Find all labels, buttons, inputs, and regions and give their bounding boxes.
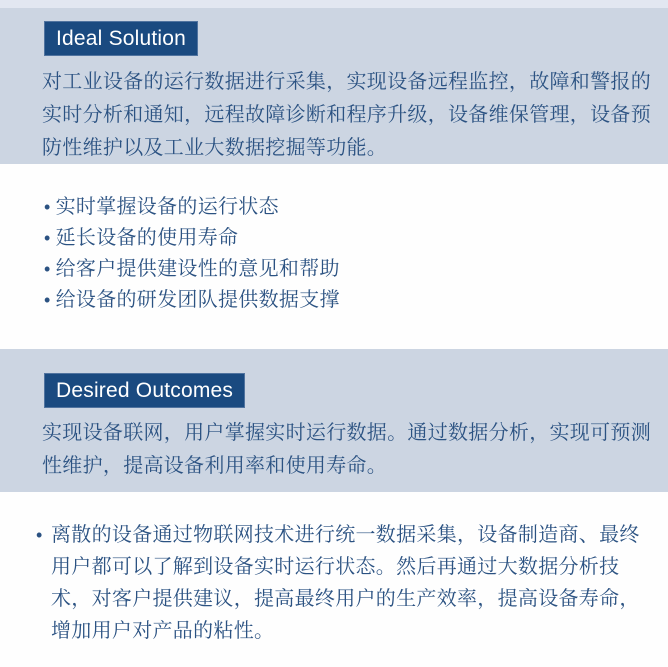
bullet-dot: • [44,259,51,279]
bullet-item [44,192,652,223]
bullet-item [44,254,652,285]
bullet-text: 实时掌握设备的运行状态 [55,196,279,218]
bullet-dot: • [44,290,51,310]
desired-outcomes-badge [44,373,245,408]
ideal-solution-badge-label: Ideal Solution [56,27,187,50]
section-desired-outcomes [0,349,668,492]
bullet-item [44,285,652,316]
top-strip [0,0,668,8]
bullet-text: 给客户提供建设性的意见和帮助 [55,258,340,280]
bullet-dot: • [44,197,51,217]
desired-outcomes-paragraph: 实现设备联网，用户掌握实时运行数据。通过数据分析，实现可预测性维护，提高设备利用率和使用寿命。 [42,422,651,477]
section-desired-outcomes-bullets [0,492,668,667]
bullet-text: 给设备的研发团队提供数据支撑 [55,289,340,311]
bullet-dot: • [36,525,43,545]
section-ideal-solution-bullets [0,164,668,349]
section-ideal-solution [0,8,668,164]
bullet-item [44,223,652,254]
desired-outcomes-badge-label: Desired Outcomes [56,379,234,402]
ideal-solution-badge [44,21,198,56]
bullet-item [37,519,647,647]
bullet-text: 延长设备的使用寿命 [55,227,239,249]
ideal-solution-paragraph: 对工业设备的运行数据进行采集，实现设备远程监控，故障和警报的实时分析和通知，远程故障诊断和程序升级，设备维保管理，设备预防性维护以及工业大数据挖掘等功能。 [42,71,651,159]
bullet-text: 离散的设备通过物联网技术进行统一数据采集，设备制造商、最终用户都可以了解到设备实时运行状态。然后再通过大数据分析技术，对客户提供建议，提高最终用户的生产效率，提高设备寿命，增加用户对产品的粘性。 [51,524,640,642]
bullet-dot: • [44,228,51,248]
ideal-solution-bullet-list [44,192,652,316]
